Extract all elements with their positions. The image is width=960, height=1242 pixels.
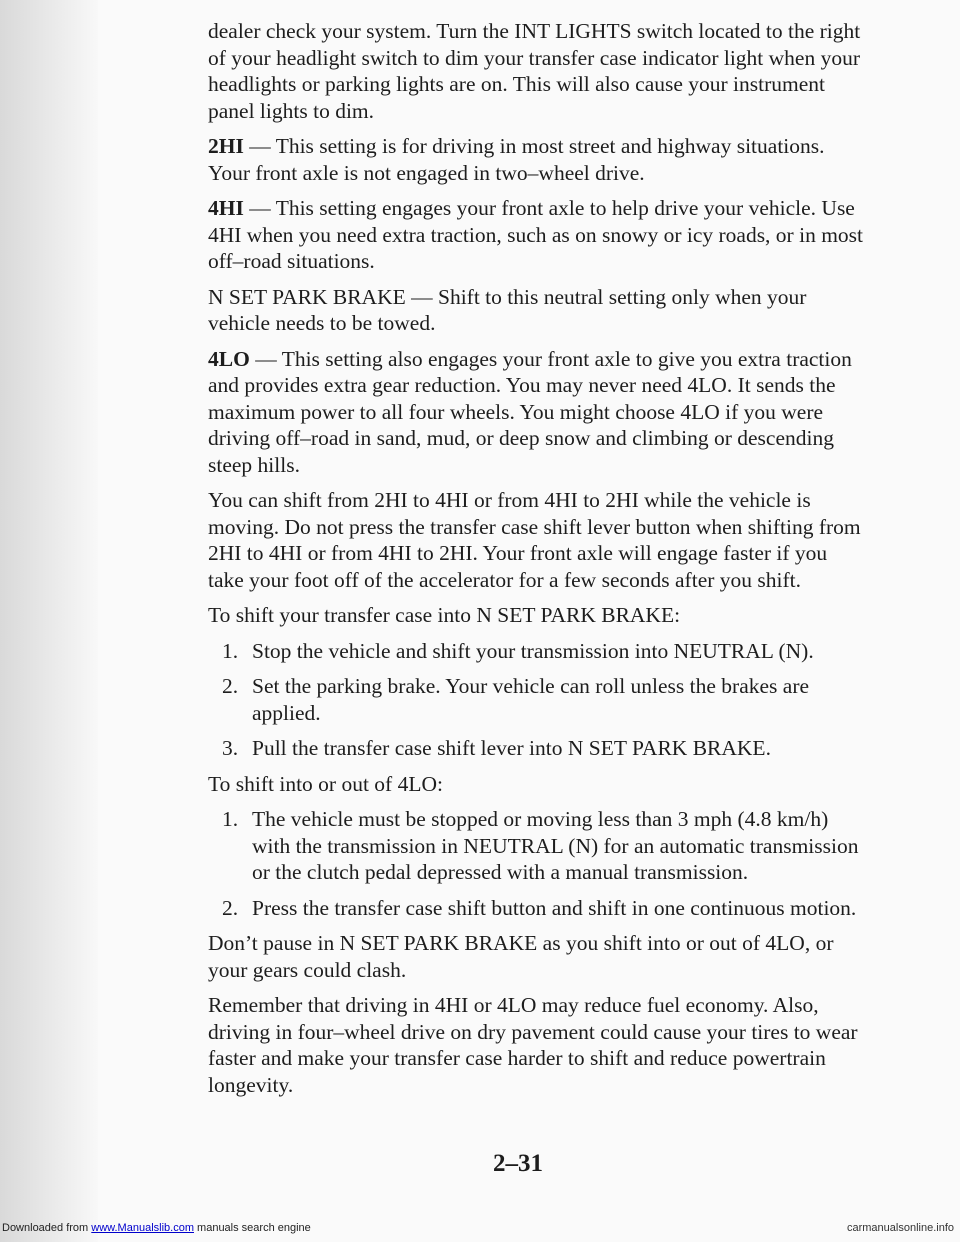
term-4hi: 4HI [208,196,244,220]
paragraph-4lo: 4LO — This setting also engages your front axle to give you extra traction and provides extra gear reduction. You may never need 4LO. It sends the maximum power to all four wheels. You might choose 4LO if you were driving off–road in sand, mud, or deep snow and climbing or descending steep hills. [208,346,852,477]
paragraph-4hi: 4HI — This setting engages your front axle to help drive your vehicle. Use 4HI when you need extra traction, such as on snowy or icy roads, or in most off–road situations. [208,196,864,273]
paragraph-n-set-park-brake: N SET PARK BRAKE — Shift to this neutral setting only when your vehicle needs to be towed. [208,284,807,335]
manualslib-link[interactable]: www.Manualslib.com [91,1222,194,1234]
page-content [208,18,960,1107]
paragraph-park-intro: To shift your transfer case into N SET PARK BRAKE: [208,603,681,627]
list-item: 3. Pull the transfer case shift lever into N SET PARK BRAKE. [222,736,771,760]
paragraph-4lo-intro: To shift into or out of 4LO: [208,771,443,796]
list-item: 1. Stop the vehicle and shift your transmission into NEUTRAL (N). [222,638,814,663]
list-item: 2. Press the transfer case shift button and shift in one continuous motion. [222,895,857,920]
paragraph-shift-info: You can shift from 2HI to 4HI or from 4HI to 2HI while the vehicle is moving. Do not press the transfer case shift lever button when shifting from 2HI to 4HI or from 4HI to 2HI. Your front axle will engage faster if you take your foot off of the accelerator for a few seconds after you shift. [208,488,861,592]
list-item: 2. Set the parking brake. Your vehicle can roll unless the brakes are applied. [222,674,810,725]
download-footer: Downloaded from www.Manualslib.com manuals search engine [2,1222,311,1234]
term-4lo: 4LO [208,346,250,371]
scan-margin [0,0,98,1242]
paragraph-remember: Remember that driving in 4HI or 4LO may reduce fuel economy. Also, driving in four–wheel drive on dry pavement could cause your tires to wear faster and make your transfer case harder to shift and reduce powertrain longevity. [208,993,858,1097]
paragraph-2hi: 2HI — This setting is for driving in most street and highway situations. Your front axle is not engaged in two–wheel drive. [208,134,825,185]
term-2hi: 2HI [208,134,244,158]
term-n-set-park-brake: N SET PARK BRAKE [208,284,406,309]
page-number: 2–31 [493,1150,543,1177]
paragraph-intro: dealer check your system. Turn the INT LIGHTS switch located to the right of your headlight switch to dim your transfer case indicator light when your headlights or parking lights are on. This will also cause your instrument panel lights to dim. [208,19,861,123]
paragraph-dont-pause: Don’t pause in N SET PARK BRAKE as you shift into or out of 4LO, or your gears could clash. [208,931,834,982]
list-item: 1. The vehicle must be stopped or moving less than 3 mph (4.8 km/h) with the transmission in NEUTRAL (N) for an automatic transmission or the clutch pedal depressed with a manual transmission. [222,807,859,884]
steps-park-list [208,638,960,762]
steps-4lo-list [208,806,960,921]
watermark: carmanualsonline.info [846,1222,954,1234]
